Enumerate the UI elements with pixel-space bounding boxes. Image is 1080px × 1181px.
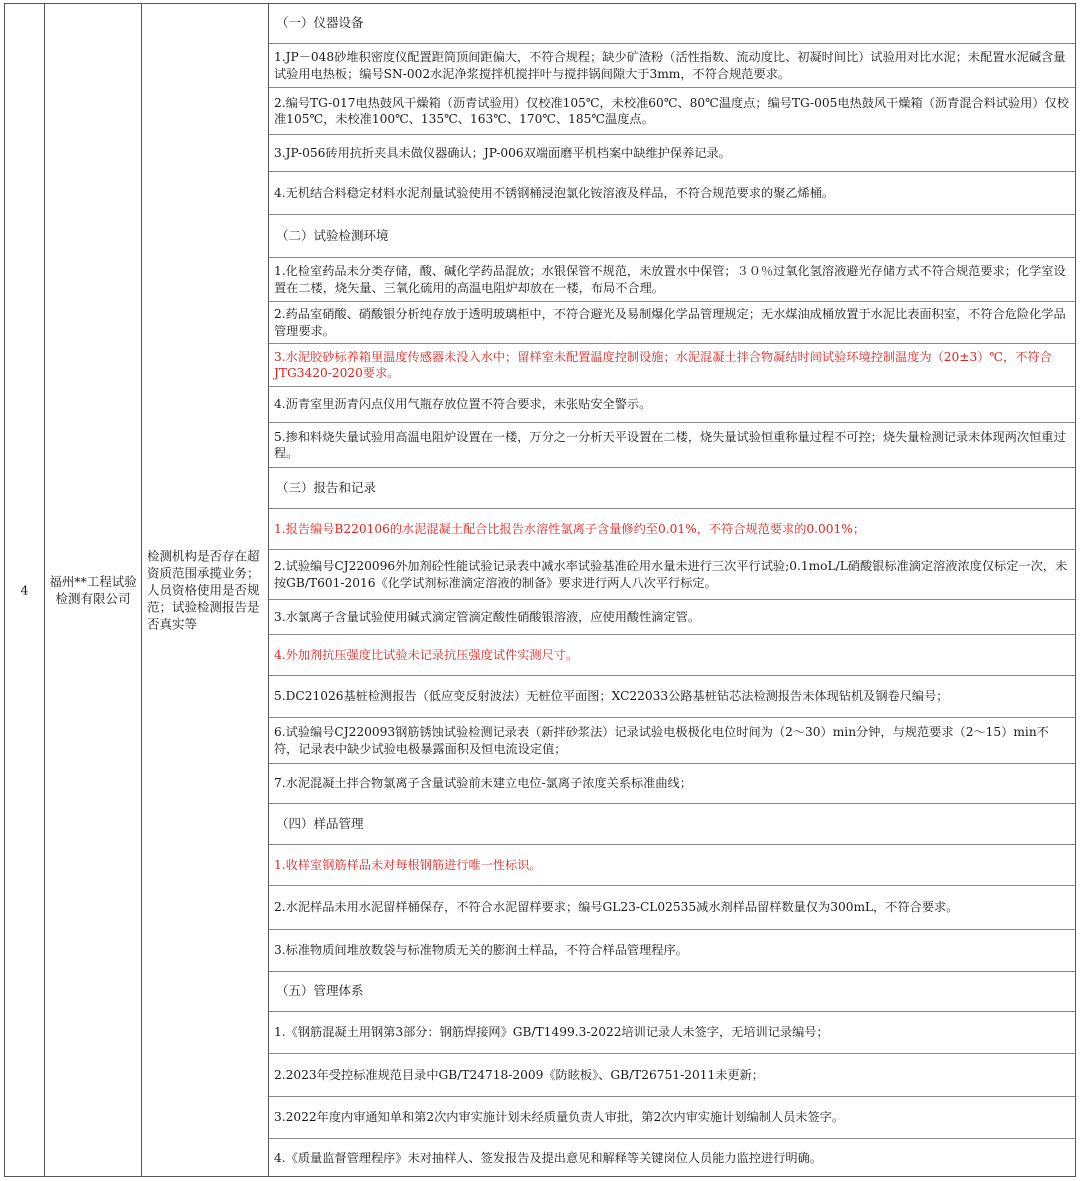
finding-item — [269, 718, 1075, 764]
findings-column — [269, 4, 1075, 1176]
finding-text: 4.《质量监督管理程序》未对抽样人、签发报告及提出意见和解释等关键岗位人员能力监控进行明确。 — [274, 1151, 822, 1166]
section-heading — [269, 972, 1075, 1012]
section-heading — [269, 804, 1075, 845]
section-heading-text: （五）管理体系 — [276, 983, 364, 999]
finding-item — [269, 135, 1075, 172]
finding-item — [269, 764, 1075, 804]
finding-item — [269, 886, 1075, 930]
finding-item — [269, 1139, 1075, 1178]
finding-text: 2.试验编号CJ220096外加剂砼性能试验记录表中减水率试验基准砼用水量未进行三次平行试验;0.1moL/L硝酸银标准滴定溶液浓度仅标定一次，未按GB/T601-2016《化学试剂标准滴定溶液的制备》要求进行两人八次平行标定。 — [274, 559, 1068, 590]
finding-item — [269, 600, 1075, 635]
finding-item — [269, 676, 1075, 718]
finding-text: 3.标准物质间堆放数袋与标准物质无关的膨润土样品，不符合样品管理程序。 — [274, 943, 688, 958]
finding-text: 4.外加剂抗压强度比试验未记录抗压强度试件实测尺寸。 — [274, 647, 579, 662]
finding-item — [269, 930, 1075, 972]
finding-item — [269, 44, 1075, 88]
section-heading — [269, 215, 1075, 258]
index-column — [5, 4, 45, 1176]
finding-item — [269, 509, 1075, 550]
section-heading-text: （四）样品管理 — [276, 815, 364, 831]
section-heading-text: （二）试验检测环境 — [276, 227, 389, 243]
finding-item — [269, 550, 1075, 600]
inspection-table — [4, 3, 1076, 1177]
finding-text: 3.JP-056砖用抗折夹具未做仪器确认；JP-006双端面磨平机档案中缺维护保养记录。 — [274, 145, 731, 160]
finding-item — [269, 423, 1075, 468]
finding-text: 2.药品室硝酸、硝酸银分析纯存放于透明玻璃柜中，不符合避光及易制爆化学品管理规定；无水煤油成桶放置于水泥比表面积室，不符合危险化学品管理要求。 — [274, 307, 1066, 338]
finding-item — [269, 344, 1075, 387]
finding-text: 4.无机结合料稳定材料水泥剂量试验使用不锈钢桶浸泡氯化铵溶液及样品，不符合规范要求的聚乙烯桶。 — [274, 185, 835, 200]
check-item-text: 检测机构是否存在超资质范围承揽业务；人员资格使用是否规范；试验检测报告是否真实等 — [147, 548, 260, 632]
finding-text: 5.DC21026基桩检测报告（低应变反射波法）无桩位平面图；XC22033公路基桩钻芯法检测报告未体现钻机及钢卷尺编号； — [274, 689, 949, 704]
finding-text: 2.2023年受控标准规范目录中GB/T24718-2009《防眩板》、GB/T26751-2011未更新； — [274, 1067, 764, 1082]
finding-text: 3.水泥胶砂标养箱里温度传感器未没入水中；留样室未配置温度控制设施；水泥混凝土拌合物凝结时间试验环境控制温度为（20±3）℃，不符合JTG3420-2020要求。 — [274, 349, 1052, 380]
company-column — [45, 4, 142, 1176]
check-item-column — [142, 4, 269, 1176]
finding-item — [269, 387, 1075, 423]
finding-text: 3.水氯离子含量试验使用碱式滴定管滴定酸性硝酸银溶液，应使用酸性滴定管。 — [274, 609, 701, 624]
finding-text: 3.2022年度内审通知单和第2次内审实施计划未经质量负责人审批，第2次内审实施计划编制人员未签字。 — [274, 1110, 845, 1125]
section-heading-text: （一）仪器设备 — [276, 15, 364, 31]
section-heading — [269, 4, 1075, 44]
finding-item — [269, 1012, 1075, 1054]
row-index: 4 — [20, 582, 29, 598]
finding-text: 4.沥青室里沥青闪点仪用气瓶存放位置不符合要求，未张贴安全警示。 — [274, 397, 652, 412]
finding-item — [269, 302, 1075, 344]
finding-text: 7.水泥混凝土拌合物氯离子含量试验前未建立电位-氯离子浓度关系标准曲线； — [274, 776, 692, 791]
finding-item — [269, 1097, 1075, 1139]
finding-item — [269, 258, 1075, 302]
finding-text: 6.试验编号CJ220093钢筋锈蚀试验检测记录表（新拌砂浆法）记录试验电极极化电位时间为（2～30）min分钟，与规范要求（2～15）min不符，记录表中缺少试验电极暴露面积及恒电流设定值； — [274, 725, 1049, 756]
finding-text: 1.报告编号B220106的水泥混凝土配合比报告水溶性氯离子含量修约至0.01%，不符合规范要求的0.001%； — [274, 521, 866, 536]
finding-text: 1.JP－048砂堆积密度仪配置距筒顶间距偏大，不符合规程；缺少矿渣粉（活性指数、流动度比、初凝时间比）试验用对比水泥；未配置水泥碱含量试验用电热板；编号SN-002水泥净浆搅拌机搅拌叶与搅拌锅间隙大于3mm，不符合规范要求。 — [274, 50, 1066, 81]
finding-text: 2.水泥样品未用水泥留样桶保存，不符合水泥留样要求；编号GL23-CL02535减水剂样品留样数量仅为300mL，不符合要求。 — [274, 900, 959, 915]
finding-text: 1.收样室钢筋样品未对每根钢筋进行唯一性标识。 — [274, 857, 542, 872]
finding-item — [269, 635, 1075, 676]
finding-item — [269, 172, 1075, 215]
section-heading — [269, 468, 1075, 509]
finding-text: 5.掺和料烧失量试验用高温电阻炉设置在一楼，万分之一分析天平设置在二楼，烧失量试验恒重称量过程不可控；烧失量检测记录未体现两次恒重过程。 — [274, 429, 1066, 460]
company-name: 福州**工程试验检测有限公司 — [49, 574, 137, 606]
finding-item — [269, 1054, 1075, 1097]
finding-text: 1.化检室药品未分类存储，酸、碱化学药品混放；水银保管不规范，未放置水中保管；３０％过氧化氢溶液避光存储方式不符合规范要求；化学室设置在二楼，烧矢量、三氧化硫用的高温电阻炉却放在一楼，布局不合理。 — [274, 264, 1066, 295]
section-heading-text: （三）报告和记录 — [276, 479, 377, 495]
finding-item — [269, 88, 1075, 135]
finding-text: 2.编号TG-017电热鼓风干燥箱（沥青试验用）仅校准105℃，未校准60℃、80℃温度点；编号TG-005电热鼓风干燥箱（沥青混合料试验用）仅校准105℃，未校准100℃、135℃、163℃、170℃、185℃温度点。 — [274, 95, 1069, 126]
finding-item — [269, 845, 1075, 886]
finding-text: 1.《钢筋混凝土用钢第3部分：钢筋焊接网》GB/T1499.3-2022培训记录人未签字，无培训记录编号； — [274, 1025, 829, 1040]
